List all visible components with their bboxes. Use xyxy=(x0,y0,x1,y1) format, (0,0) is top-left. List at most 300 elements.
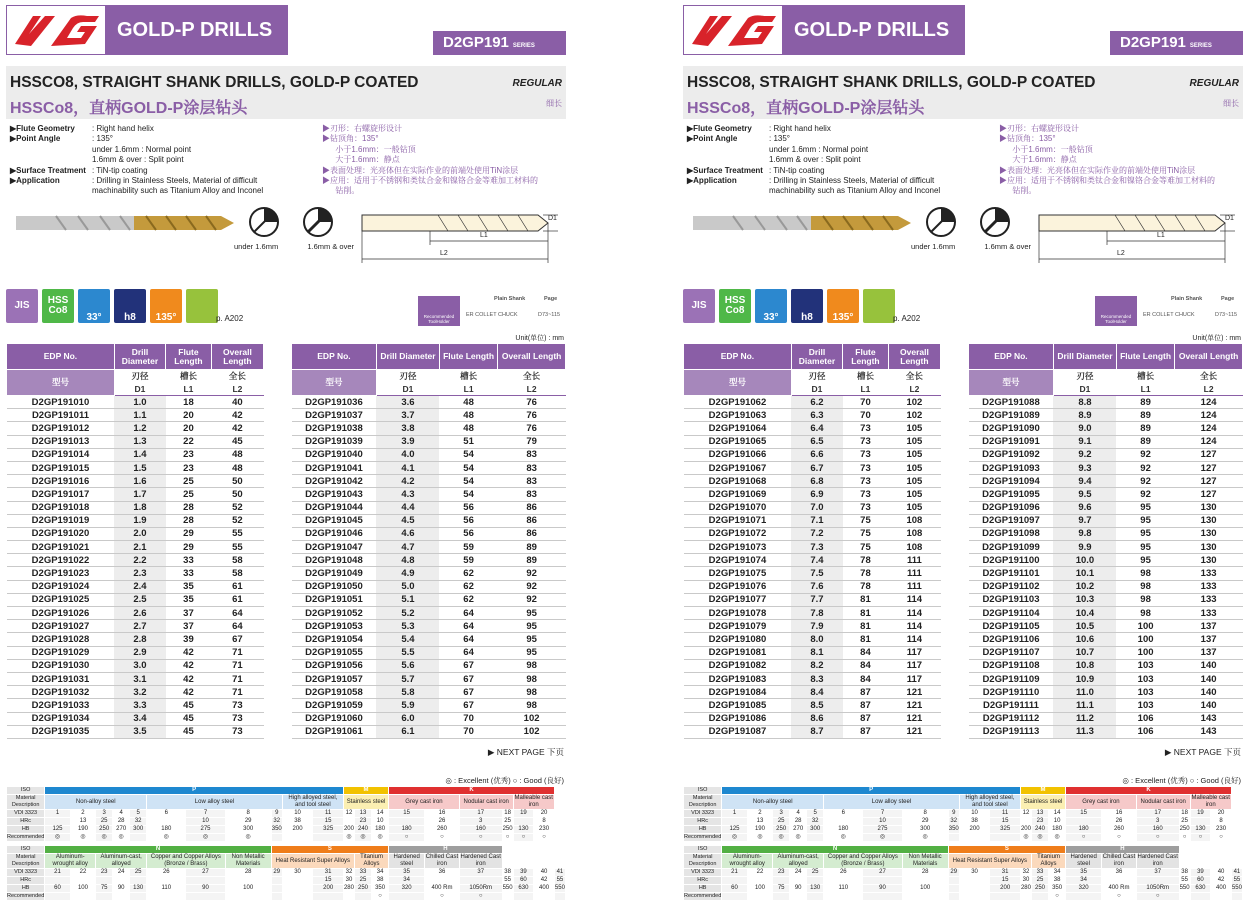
flute-length: 45 xyxy=(166,699,212,712)
iso-value: 55 xyxy=(554,877,565,885)
iso-value xyxy=(282,834,313,842)
iso-value: 9 xyxy=(271,810,282,818)
drill-diameter: 3.1 xyxy=(114,672,165,685)
flute-length: 100 xyxy=(1116,633,1174,646)
spec-key xyxy=(687,155,769,165)
iso-value: 300 xyxy=(225,826,271,834)
iso-value: 60 xyxy=(45,885,70,893)
drill-diameter: 3.4 xyxy=(114,712,165,725)
edp-number: D2GP191080 xyxy=(684,633,792,646)
iso-value: 25 xyxy=(807,869,824,877)
drill-diameter: 4.1 xyxy=(376,461,439,474)
edp-number: D2GP191086 xyxy=(684,712,792,725)
unit-note: Unit(单位) : mm xyxy=(515,335,564,342)
overall-length: 98 xyxy=(498,659,566,672)
table-row xyxy=(969,725,1243,738)
drill-diameter: 9.1 xyxy=(1053,435,1116,448)
iso-group: S xyxy=(271,846,388,854)
overall-length: 143 xyxy=(1175,725,1243,738)
iso-value xyxy=(1020,893,1031,901)
overall-length: 105 xyxy=(888,488,940,501)
table-row xyxy=(969,448,1243,461)
spec-key: ▶Surface Treatment xyxy=(10,165,86,175)
spec-key xyxy=(10,145,92,155)
iso-value xyxy=(824,818,863,826)
iso-value: 5 xyxy=(130,810,147,818)
iso-value xyxy=(747,893,772,901)
spec-value: : 135° xyxy=(769,134,790,144)
drill-diameter: 1.2 xyxy=(114,422,165,435)
edp-number: D2GP191040 xyxy=(292,448,377,461)
drill-diameter: 5.5 xyxy=(376,646,439,659)
iso-value xyxy=(147,877,186,885)
col-overall-sym: L2 xyxy=(888,383,940,396)
drill-photo xyxy=(693,210,913,236)
iso-value xyxy=(959,877,990,885)
table-row xyxy=(969,712,1243,725)
spec-cn-line: ▶表面处理：光亮体但在实际作业的前端处使用TiN涂层 xyxy=(322,165,519,175)
drill-diameter: 5.4 xyxy=(376,633,439,646)
spec-key xyxy=(687,186,769,196)
next-page-link[interactable]: ▶ NEXT PAGE 下页 xyxy=(1164,747,1241,757)
drill-diameter: 9.0 xyxy=(1053,422,1116,435)
drill-diameter: 5.9 xyxy=(376,699,439,712)
iso-group: Low alloy steel xyxy=(824,795,960,810)
iso-value: 30 xyxy=(343,877,354,885)
spec-cn-line: ▶刃形：右螺旋形设计 xyxy=(322,124,402,133)
iso-value xyxy=(45,818,70,826)
iso-value xyxy=(1231,893,1242,901)
edp-table-right xyxy=(291,343,566,739)
col-edp-cn: 型号 xyxy=(969,370,1054,396)
drill-diameter: 2.9 xyxy=(114,646,165,659)
table-row xyxy=(969,633,1243,646)
col-overall-sym: L2 xyxy=(1175,383,1243,396)
overall-length: 50 xyxy=(211,488,263,501)
table-row xyxy=(7,580,264,593)
iso-value: 38 xyxy=(959,818,990,826)
drill-diameter: 10.9 xyxy=(1053,672,1116,685)
flute-length: 42 xyxy=(166,659,212,672)
table-row xyxy=(292,527,566,540)
col-flute-sym: L1 xyxy=(166,383,212,396)
overall-length: 127 xyxy=(1175,488,1243,501)
rating-legend: ◎ : Excellent (优秀) ○ : Good (良好) xyxy=(445,776,564,785)
col-edp: EDP No. xyxy=(7,344,115,370)
drill-diameter: 10.4 xyxy=(1053,607,1116,620)
table-row xyxy=(292,514,566,527)
iso-value: ◎ xyxy=(773,834,790,842)
iso-value: 29 xyxy=(271,869,282,877)
iso-value xyxy=(863,877,902,885)
drill-diameter: 8.7 xyxy=(791,725,842,738)
iso-value: 18 xyxy=(1179,810,1190,818)
iso-value: 55 xyxy=(1231,877,1242,885)
brand-header xyxy=(6,5,288,55)
col-overall: Overall Length xyxy=(1175,344,1243,370)
flute-length: 33 xyxy=(166,567,212,580)
tip-label-over: 1.6mm & over xyxy=(307,242,354,251)
iso-value: 100 xyxy=(70,885,95,893)
col-overall-cn: 全长 xyxy=(1175,370,1243,383)
edp-number: D2GP191091 xyxy=(969,435,1054,448)
table-row xyxy=(969,461,1243,474)
overall-length: 55 xyxy=(211,541,263,554)
table-row xyxy=(292,580,566,593)
edp-number: D2GP191112 xyxy=(969,712,1054,725)
iso-value: 200 xyxy=(1020,826,1031,832)
flute-length: 89 xyxy=(1116,435,1174,448)
iso-value: 2 xyxy=(70,810,95,818)
iso-value: 300 xyxy=(130,826,147,834)
iso-value: 40 xyxy=(534,869,555,877)
table-row xyxy=(969,607,1243,620)
iso-value: 35 xyxy=(389,869,425,877)
series-badge: D2GP191 SERIES xyxy=(433,31,566,55)
edp-table-right xyxy=(968,343,1243,739)
iso-value: 125 xyxy=(722,826,747,834)
iso-group: Low alloy steel xyxy=(147,795,283,810)
iso-row-label: HB xyxy=(7,885,45,893)
edp-number: D2GP191059 xyxy=(292,699,377,712)
point-geometry xyxy=(911,202,1031,257)
overall-length: 130 xyxy=(1175,554,1243,567)
iso-value: 41 xyxy=(1231,869,1242,877)
iso-value xyxy=(147,818,186,826)
iso-value xyxy=(282,893,313,901)
edp-number: D2GP191052 xyxy=(292,607,377,620)
overall-length: 117 xyxy=(888,672,940,685)
table-row xyxy=(684,712,941,725)
overall-length: 114 xyxy=(888,633,940,646)
iso-material-table xyxy=(6,786,566,901)
iso-value xyxy=(147,893,186,901)
table-row xyxy=(684,541,941,554)
table-row xyxy=(684,567,941,580)
iso-value: 12 xyxy=(343,810,354,818)
table-row xyxy=(7,593,264,606)
iso-group: H xyxy=(389,846,502,854)
iso-row-label: Material Description xyxy=(7,795,45,810)
flute-length: 56 xyxy=(439,527,497,540)
toolholder-info xyxy=(1095,294,1243,326)
edp-number: D2GP191094 xyxy=(969,475,1054,488)
toolholder-info xyxy=(418,294,566,326)
iso-value: 550 xyxy=(502,885,513,891)
overall-length: 73 xyxy=(211,725,263,738)
spec-list-cn xyxy=(322,124,566,197)
iso-group: Stainless steel xyxy=(1020,795,1065,810)
overall-length: 95 xyxy=(498,607,566,620)
iso-row-label: HRc xyxy=(7,877,45,885)
edp-number: D2GP191104 xyxy=(969,607,1054,620)
iso-value: 100 xyxy=(225,885,271,893)
iso-value: 38 xyxy=(1049,877,1066,885)
iso-row-label: HRc xyxy=(684,877,722,885)
holder-col2: Page xyxy=(1221,296,1235,302)
table-row xyxy=(969,646,1243,659)
flute-length: 22 xyxy=(166,435,212,448)
iso-value: 2 xyxy=(747,810,772,818)
table-row xyxy=(969,567,1243,580)
col-edp: EDP No. xyxy=(684,344,792,370)
iso-value: 100 xyxy=(747,885,772,893)
iso-row-label: Recommended xyxy=(684,893,722,899)
overall-length: 71 xyxy=(211,672,263,685)
iso-value: 15 xyxy=(990,818,1021,826)
flute-length: 92 xyxy=(1116,461,1174,474)
iso-value: 130 xyxy=(1190,826,1211,834)
edp-number: D2GP191062 xyxy=(684,396,792,409)
iso-value: 37 xyxy=(1136,869,1179,877)
iso-value: ○ xyxy=(1136,834,1179,842)
flute-length: 95 xyxy=(1116,554,1174,567)
iso-value: 55 xyxy=(502,877,513,885)
iso-value: 180 xyxy=(372,826,389,834)
edp-number: D2GP191085 xyxy=(684,699,792,712)
table-row xyxy=(684,672,941,685)
drill-diameter: 6.1 xyxy=(376,725,439,738)
col-flute: Flute Length xyxy=(439,344,497,370)
iso-value: 300 xyxy=(807,826,824,834)
iso-value xyxy=(747,877,772,885)
drill-diameter: 4.9 xyxy=(376,567,439,580)
iso-value: 130 xyxy=(130,885,147,893)
iso-value: 180 xyxy=(1049,826,1066,834)
iso-value: 250 xyxy=(96,826,113,834)
table-row xyxy=(7,607,264,620)
iso-value xyxy=(459,877,502,885)
flute-length: 103 xyxy=(1116,672,1174,685)
overall-length: 114 xyxy=(888,607,940,620)
table-row xyxy=(969,488,1243,501)
spec-cn-line: 小于1.6mm：一般钻顶 xyxy=(322,144,416,154)
edp-number: D2GP191079 xyxy=(684,620,792,633)
col-overall-cn: 全长 xyxy=(888,370,940,383)
edp-number: D2GP191041 xyxy=(292,461,377,474)
iso-value xyxy=(70,893,95,901)
iso-value: ○ xyxy=(459,893,502,901)
drill-diameter: 1.1 xyxy=(114,409,165,422)
drill-diameter: 5.7 xyxy=(376,672,439,685)
iso-value: 27 xyxy=(186,869,225,877)
overall-length: 117 xyxy=(888,659,940,672)
overall-length: 121 xyxy=(888,712,940,725)
iso-value: 29 xyxy=(902,818,948,826)
overall-length: 73 xyxy=(211,712,263,725)
iso-row-label: HB xyxy=(684,826,722,834)
iso-value xyxy=(282,885,313,893)
iso-value: 24 xyxy=(790,869,807,877)
point-135-icon: 135° xyxy=(150,289,182,323)
iso-value: 75 xyxy=(96,885,113,893)
edp-number: D2GP191105 xyxy=(969,620,1054,633)
flute-length: 92 xyxy=(1116,448,1174,461)
drill-diameter: 1.3 xyxy=(114,435,165,448)
drill-diameter: 8.6 xyxy=(791,712,842,725)
next-page-link[interactable]: ▶ NEXT PAGE 下页 xyxy=(487,747,564,757)
iso-group: Heat Resistant Super Alloys xyxy=(948,854,1031,869)
iso-value: 14 xyxy=(372,810,389,818)
drill-diameter: 3.8 xyxy=(376,422,439,435)
edp-number: D2GP191036 xyxy=(292,396,377,409)
iso-value: 275 xyxy=(186,826,225,834)
overall-length: 89 xyxy=(498,554,566,567)
edp-number: D2GP191025 xyxy=(7,593,115,606)
edp-number: D2GP191031 xyxy=(7,672,115,685)
iso-value xyxy=(902,877,948,885)
flute-length: 95 xyxy=(1116,541,1174,554)
drill-diameter: 2.1 xyxy=(114,541,165,554)
jis-icon: JIS xyxy=(683,289,715,323)
iso-value: 19 xyxy=(513,810,534,818)
overall-length: 143 xyxy=(1175,712,1243,725)
flute-length: 70 xyxy=(439,725,497,738)
flute-length: 84 xyxy=(843,659,889,672)
iso-value xyxy=(1136,877,1179,885)
table-row xyxy=(7,567,264,580)
iso-value: 270 xyxy=(790,826,807,834)
col-flute: Flute Length xyxy=(166,344,212,370)
iso-value: 21 xyxy=(45,869,70,877)
iso-group: Hardened steel xyxy=(389,854,425,869)
point-geometry xyxy=(234,202,354,257)
drill-diameter: 4.7 xyxy=(376,541,439,554)
flute-length: 92 xyxy=(1116,475,1174,488)
table-row xyxy=(684,646,941,659)
iso-value: 18 xyxy=(502,810,513,818)
iso-value xyxy=(354,893,371,901)
iso-value: 13 xyxy=(70,818,95,826)
flute-length: 84 xyxy=(843,672,889,685)
iso-value xyxy=(990,834,1021,842)
flute-length: 54 xyxy=(439,475,497,488)
heading-cn: HSSCo8，直柄GOLD-P涂层钻头 xyxy=(687,100,925,117)
overall-length: 64 xyxy=(211,620,263,633)
iso-value xyxy=(130,893,147,901)
flute-length: 103 xyxy=(1116,659,1174,672)
edp-number: D2GP191074 xyxy=(684,554,792,567)
iso-group: Titanium Alloys xyxy=(354,854,388,869)
iso-value: 32 xyxy=(1020,869,1031,877)
edp-table-left xyxy=(6,343,264,739)
overall-length: 137 xyxy=(1175,633,1243,646)
edp-number: D2GP191060 xyxy=(292,712,377,725)
edp-number: D2GP191057 xyxy=(292,672,377,685)
overall-length: 133 xyxy=(1175,593,1243,606)
iso-row-label: VDI 3323 xyxy=(684,869,722,877)
iso-value: 26 xyxy=(824,869,863,877)
table-row xyxy=(684,633,941,646)
edp-number: D2GP191110 xyxy=(969,686,1054,699)
spec-value: 1.6mm & over : Split point xyxy=(769,155,861,165)
flute-length: 64 xyxy=(439,646,497,659)
spec-value: machinability such as Titanium Alloy and Inconel xyxy=(769,186,941,196)
table-row xyxy=(292,712,566,725)
table-row xyxy=(969,659,1243,672)
drill-diameter: 3.7 xyxy=(376,409,439,422)
iso-value: 30 xyxy=(282,869,313,877)
iso-value: ◎ xyxy=(722,834,747,842)
iso-value: 550 xyxy=(554,885,565,891)
edp-number: D2GP191087 xyxy=(684,725,792,738)
iso-value: ◎ xyxy=(147,834,186,842)
drill-diameter: 5.0 xyxy=(376,580,439,593)
edp-number: D2GP191046 xyxy=(292,527,377,540)
iso-value: 325 xyxy=(990,826,1021,834)
iso-value: 250 xyxy=(773,826,790,834)
iso-value xyxy=(773,877,790,885)
iso-value xyxy=(186,893,225,901)
edp-number: D2GP191107 xyxy=(969,646,1054,659)
edp-number: D2GP191071 xyxy=(684,514,792,527)
edp-number: D2GP191030 xyxy=(7,659,115,672)
drill-diameter: 1.6 xyxy=(114,475,165,488)
iso-value: 31 xyxy=(990,869,1021,877)
holder-col2: Page xyxy=(544,296,558,302)
edp-number: D2GP191067 xyxy=(684,461,792,474)
flute-length: 64 xyxy=(439,607,497,620)
spec-value: : TiN-tip coating xyxy=(92,165,148,175)
drill-diameter: 1.8 xyxy=(114,501,165,514)
spec-row xyxy=(687,166,987,176)
iso-row-label: ISO xyxy=(684,787,722,795)
iso-value: ◎ xyxy=(113,834,130,842)
flute-length: 81 xyxy=(843,607,889,620)
iso-value: 4 xyxy=(790,810,807,818)
table-row xyxy=(969,435,1243,448)
iso-value: 34 xyxy=(389,877,425,885)
table-row xyxy=(7,475,264,488)
spec-row xyxy=(687,176,987,186)
iso-value: 230 xyxy=(534,826,555,834)
iso-value: 110 xyxy=(824,885,863,893)
iso-value: ◎ xyxy=(343,834,354,842)
heading-en: HSSCO8, STRAIGHT SHANK DRILLS, GOLD-P COATED xyxy=(687,74,1096,91)
flute-length: 67 xyxy=(439,699,497,712)
iso-value: ○ xyxy=(425,893,460,901)
iso-group: Grey cast iron xyxy=(389,795,460,810)
edp-number: D2GP191014 xyxy=(7,448,115,461)
table-row xyxy=(684,554,941,567)
table-row xyxy=(7,620,264,633)
hole-icon xyxy=(186,289,218,323)
flute-length: 67 xyxy=(439,659,497,672)
iso-value: ◎ xyxy=(747,834,772,842)
iso-value xyxy=(722,877,747,885)
iso-group: S xyxy=(948,846,1065,854)
hss-co8-icon: HSS Co8 xyxy=(719,289,751,323)
col-diameter-sym: D1 xyxy=(114,383,165,396)
col-flute-sym: L1 xyxy=(843,383,889,396)
iso-value: 110 xyxy=(147,885,186,893)
drill-diameter: 8.9 xyxy=(1053,409,1116,422)
table-row xyxy=(684,514,941,527)
iso-value: 20 xyxy=(534,810,555,818)
edp-number: D2GP191072 xyxy=(684,527,792,540)
iso-value: 36 xyxy=(1102,869,1137,877)
table-row xyxy=(969,527,1243,540)
drill-diameter: 2.7 xyxy=(114,620,165,633)
overall-length: 108 xyxy=(888,541,940,554)
edp-number: D2GP191050 xyxy=(292,580,377,593)
col-overall-sym: L2 xyxy=(211,383,263,396)
iso-value: 25 xyxy=(96,818,113,826)
table-row xyxy=(292,409,566,422)
edp-number: D2GP191066 xyxy=(684,448,792,461)
iso-value: ○ xyxy=(513,834,534,842)
iso-value: 30 xyxy=(1020,877,1031,885)
